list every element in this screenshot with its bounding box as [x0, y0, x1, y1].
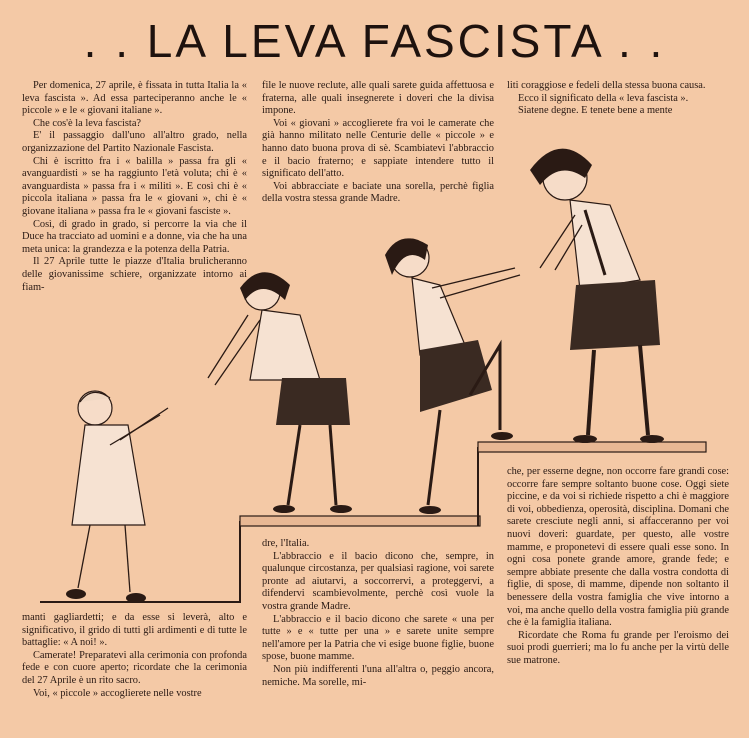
bottom-left-text: manti gagliardetti; e da esse si leverà, alto e significativo, il grido di tutti gli ardimenti e di tutte le battaglie: « A noi! ». Camerate! Preparatevi alla cerimonia con profonda fede e con cuore aperto; ricordate che la cerimonia del 27 Aprile è un rito sacro. Voi, « piccole » accoglierete nelle vostre	[22, 612, 247, 699]
col2-top-text: file le nuove reclute, alle quali sarete guida affettuosa e fraterna, alle quali insegnerete i doveri che la divisa impone. Voi « giovani » accoglierete fra voi le camerate che già hanno militato nelle Centurie delle « piccole » e hanno dato buona prova di sè. Scambiatevi l'abbraccio e il bacio fraterno; e sappiate intendere tutto il significato dell'atto. Voi abbracciate e baciate una sorella, perchè figlia della vostra stessa grande Madre.	[262, 80, 494, 205]
col1-top-text: Per domenica, 27 aprile, è fissata in tutta Italia la « leva fascista ». Ad essa parteciperanno anche le « piccole » e le « giovani italiane ». Che cos'è la leva fascista? E' il passaggio dall'uno all'altro grado, nella organizzazione del Partito Nazionale Fascista. Chi è iscritto fra i « balilla » passa fra gli « avanguardisti » se ha raggiunto l'età voluta; chi è « avanguardista » passa fra i « militi ». E così chi è « piccola italiana » passa fra le « giovani », chi è « giovane italiana » passa fra le « giovani fasciste ». Così, di grado in grado, si percorre la via che il Duce ha tracciato ad uomini e a donne, via che ha una meta unica: la grandezza e la potenza della Patria. Il 27 Aprile tutte le piazze d'Italia brulicheranno delle giovanissime schiere, organizzate intorno ai fiam-	[22, 80, 247, 293]
page-title: . . LA LEVA FASCISTA . .	[83, 15, 666, 67]
small-child-figure	[66, 391, 168, 603]
giovane-italiana-figure	[385, 238, 520, 514]
bottom-mid-text: dre, l'Italia. L'abbraccio e il bacio dicono che, sempre, in qualunque circostanza, per qualsiasi ragione, voi sarete pronte ad aiutarvi, a soccorrervi, a proteggervi, a difendervi scambievolmente, perchè così vuole la vostra grande Madre. L'abbraccio e il bacio dicono che sarete « una per tutte » e « tutte per una » e sarete unite sempre nell'amore per la Patria che vi esige buone figlie, buone spose, buone mamme. Non più indifferenti l'una all'altra o, peggio ancora, nemiche. Ma sorelle, mi-	[262, 538, 494, 688]
col3-top-text: liti coraggiose e fedeli della stessa buona causa. Ecco il significato della « leva fascista ». Siatene degne. E tenete bene a mente	[507, 80, 706, 117]
giovane-fascista-figure	[530, 149, 664, 443]
bottom-right-text: che, per esserne degne, non occorre fare grandi cose: occorre fare sempre soltanto buone cose. Oggi siete piccine, e da voi si richiede rispetto a chi è maggiore di voi, obbedienza, operosità, disciplina. Domani che sarete cresciute negli anni, si affacceranno per voi nuovi doveri: guardate, per questo, alle vostre mamme, e proponetevi di essere quali esse sono. In ogni cosa ponete grande amore, grande fede; e sempre abbiate presente che dalla vostra condotta di figlie, di spose, di mamme, dipende non soltanto il benessere della vostra famiglia che vive intorno a voi, ma anche quello della vostra famiglia più grande che è la famiglia italiana. Ricordate che Roma fu grande per l'eroismo dei suoi prodi guerrieri; ma lo fu anche per la virtù delle sue matrone.	[507, 466, 729, 666]
piccola-italiana-figure	[208, 272, 352, 513]
